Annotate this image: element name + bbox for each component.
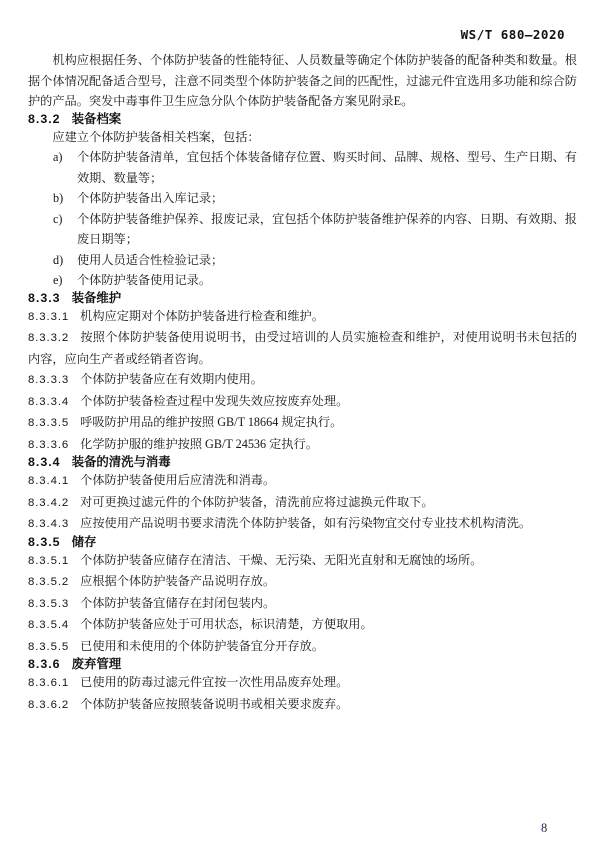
clause-text: 化学防护服的维护按照 GB/T 24536 定执行。 xyxy=(80,436,318,451)
document-content xyxy=(28,50,577,715)
clause-text: 对可更换过滤元件的个体防护装备，清洗前应将过滤换元件取下。 xyxy=(80,494,434,509)
clause xyxy=(28,550,577,572)
clause-number: 8.3.5.5 xyxy=(28,640,70,653)
clause-text: 个体防护装备应处于可用状态，标识清楚，方便取用。 xyxy=(80,617,373,631)
section-number: 8.3.3 xyxy=(28,290,61,305)
section-title: 装备档案 xyxy=(71,111,122,126)
clause-text: 个体防护装备检查过程中发现失效应按废弃处理。 xyxy=(80,393,349,408)
clause-text: 个体防护装备使用后应清洗和消毒。 xyxy=(80,473,276,487)
section-heading xyxy=(28,455,577,470)
clause-number: 8.3.5.1 xyxy=(28,554,70,567)
section-heading xyxy=(28,112,577,127)
standard-number-header: WS/T 680—2020 xyxy=(460,27,565,42)
clause-text: 呼吸防护用品的维护按照 GB/T 18664 规定执行。 xyxy=(80,415,343,429)
clause-number: 8.3.6.1 xyxy=(28,677,70,689)
clause-text: 个体防护装备宜储存在封闭包装内。 xyxy=(80,595,276,610)
clause-text: 已使用和未使用的个体防护装备宜分开存放。 xyxy=(80,638,324,653)
section-heading xyxy=(28,291,577,306)
section-title: 装备的清洗与消毒 xyxy=(71,455,171,469)
clause-number: 8.3.3.4 xyxy=(28,395,70,408)
clause xyxy=(28,434,577,456)
section-title: 储存 xyxy=(71,534,97,549)
clause xyxy=(28,369,577,391)
list-item-text: 个体防护装备使用记录。 xyxy=(77,273,212,287)
clause xyxy=(28,571,577,593)
page-number: 8 xyxy=(541,821,548,835)
list-marker: a) xyxy=(53,150,63,164)
list-item-text: 个体防护装备维护保养、报废记录，宜包括个体防护装备维护保养的内容、日期、有效期、报废日期等； xyxy=(77,211,577,246)
clause-number: 8.3.3.1 xyxy=(28,310,70,323)
list-item xyxy=(28,147,577,188)
section-heading xyxy=(28,535,577,550)
section-number: 8.3.5 xyxy=(28,534,61,549)
clause xyxy=(28,470,577,492)
clause xyxy=(28,306,577,328)
list-marker: c) xyxy=(53,211,63,226)
clause xyxy=(28,614,577,636)
clause xyxy=(28,391,577,413)
clause xyxy=(28,513,577,535)
clause xyxy=(28,412,577,434)
section-heading xyxy=(28,657,577,672)
clause-text: 个体防护装备应在有效期内使用。 xyxy=(80,372,263,386)
list-item xyxy=(28,209,577,250)
clause xyxy=(28,672,577,694)
section-title: 废弃管理 xyxy=(71,657,122,671)
clause-number: 8.3.3.3 xyxy=(28,374,70,386)
list-item xyxy=(28,270,577,291)
section-number: 8.3.2 xyxy=(28,111,61,126)
section-title: 装备维护 xyxy=(71,290,122,305)
clause xyxy=(28,593,577,615)
clause-number: 8.3.3.5 xyxy=(28,417,70,429)
clause-number: 8.3.5.3 xyxy=(28,597,70,610)
section-number: 8.3.4 xyxy=(28,455,61,469)
clause xyxy=(28,694,577,716)
clause-number: 8.3.4.1 xyxy=(28,475,70,487)
clause-text: 个体防护装备应按照装备说明书或相关要求废弃。 xyxy=(80,696,349,711)
clause xyxy=(28,492,577,514)
intro-paragraph: 机构应根据任务、个体防护装备的性能特征、人员数量等确定个体防护装备的配备种类和数量。根据个体情况配备适合型号，注意不同类型个体防护装备之间的匹配性，过滤元件宜选用多功能和综合防护的产品。突发中毒事件卫生应急分队个体防护装备配备方案见附录E。 xyxy=(28,53,577,108)
section-number: 8.3.6 xyxy=(28,657,61,671)
list-marker: d) xyxy=(53,252,64,267)
list-item-text: 个体防护装备出入库记录； xyxy=(77,191,224,205)
section-lead-paragraph: 应建立个体防护装备相关档案，包括： xyxy=(52,129,260,144)
clause-number: 8.3.5.2 xyxy=(28,576,70,588)
clause-number: 8.3.5.4 xyxy=(28,619,70,631)
clause-text: 应按使用产品说明书要求清洗个体防护装备，如有污染物宜交付专业技术机构清洗。 xyxy=(80,516,532,530)
clause-number: 8.3.4.3 xyxy=(28,518,70,530)
list-item-text: 个体防护装备清单，宜包括个体装备储存位置、购买时间、品牌、规格、型号、生产日期、有效期、数量等； xyxy=(77,150,577,185)
clause-number: 8.3.6.2 xyxy=(28,698,70,711)
clause-text: 已使用的防毒过滤元件宜按一次性用品废弃处理。 xyxy=(80,675,349,689)
clause-text: 机构应定期对个体防护装备进行检查和维护。 xyxy=(80,308,324,323)
clause-number: 8.3.3.2 xyxy=(28,332,70,344)
clause-number: 8.3.3.6 xyxy=(28,438,70,451)
list-item xyxy=(28,250,577,271)
clause xyxy=(28,636,577,658)
list-item xyxy=(28,188,577,209)
clause-text: 个体防护装备应储存在清洁、干燥、无污染、无阳光直射和无腐蚀的场所。 xyxy=(80,552,483,567)
list-item-text: 使用人员适合性检验记录； xyxy=(77,252,224,267)
list-marker: b) xyxy=(53,191,64,205)
clause xyxy=(28,327,577,369)
clause-number: 8.3.4.2 xyxy=(28,496,70,509)
list-marker: e) xyxy=(53,273,63,287)
clause-text: 应根据个体防护装备产品说明存放。 xyxy=(80,574,276,588)
clause-text: 按照个体防护装备使用说明书，由受过培训的人员实施检查和维护，对使用说明书未包括的内容，应向生产者或经销者咨询。 xyxy=(28,330,577,366)
